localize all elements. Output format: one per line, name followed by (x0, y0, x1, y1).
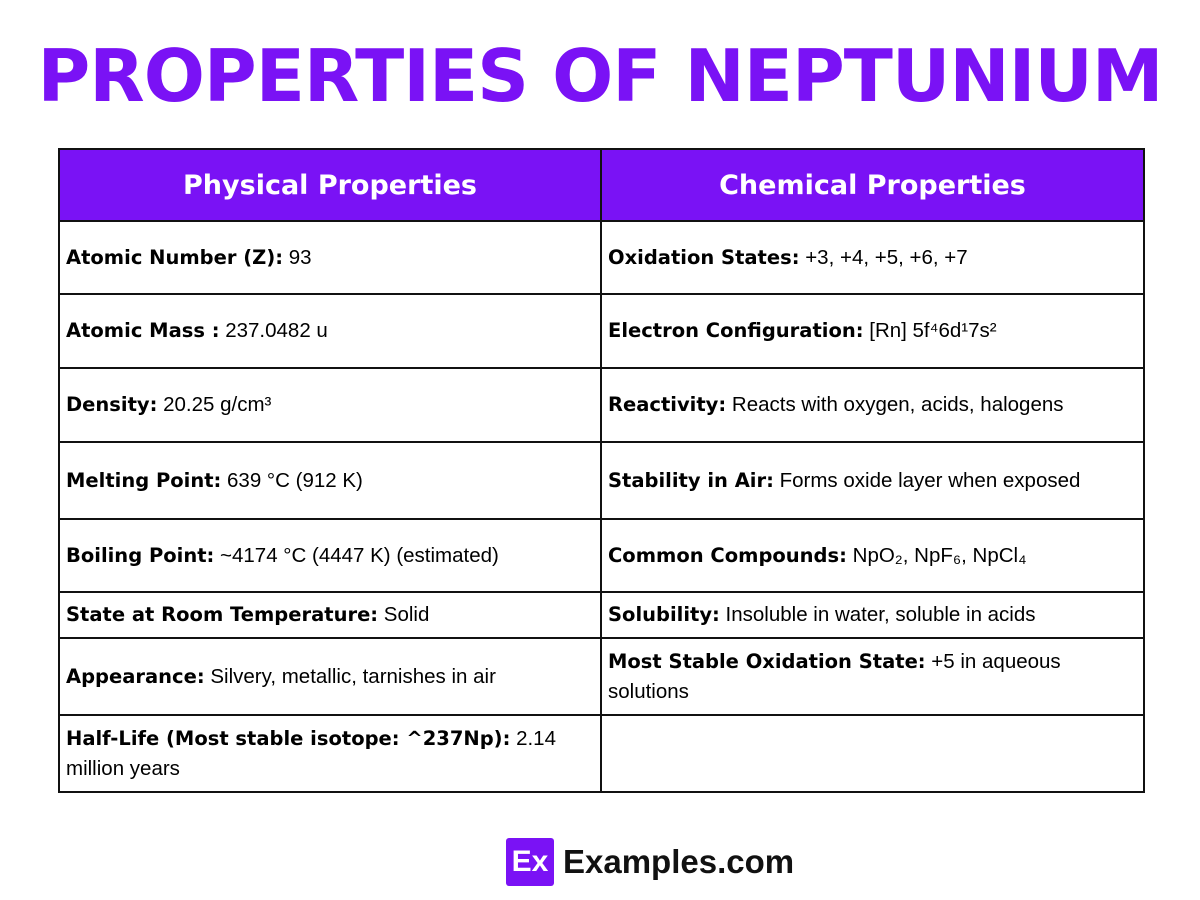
physical-cell (59, 442, 601, 519)
property-key: Most Stable Oxidation State: (608, 649, 926, 673)
physical-cell (59, 592, 601, 638)
property-key: State at Room Temperature: (66, 603, 379, 626)
brand-footer (506, 838, 794, 886)
property-value: +3, +4, +5, +6, +7 (799, 245, 968, 269)
table-row (59, 592, 1144, 638)
table-row (59, 294, 1144, 368)
property-key: Atomic Mass : (66, 319, 220, 342)
property-value: 93 (283, 245, 312, 269)
chemical-cell (601, 294, 1144, 368)
table-header-row (59, 149, 1144, 221)
property-key: Common Compounds: (608, 543, 847, 567)
table-row (59, 638, 1144, 715)
property-value: +5 in aqueous solutions (608, 649, 1061, 703)
property-key: Atomic Number (Z): (66, 245, 284, 269)
table-row (59, 442, 1144, 519)
property-value: NpO₂, NpF₆, NpCl₄ (846, 543, 1027, 567)
property-key: Appearance: (66, 664, 205, 688)
physical-cell (59, 715, 601, 792)
property-value: Silvery, metallic, tarnishes in air (204, 664, 496, 688)
property-key: Electron Configuration: (608, 319, 864, 342)
physical-cell (59, 638, 601, 715)
property-value: 639 °C (912 K) (221, 468, 363, 492)
property-key: Oxidation States: (608, 245, 800, 269)
examples-logo-icon: Ex (506, 838, 554, 886)
physical-cell (59, 221, 601, 294)
property-key: Solubility: (608, 603, 720, 626)
property-key: Reactivity: (608, 393, 727, 416)
physical-cell (59, 294, 601, 368)
property-value: 20.25 g/cm³ (157, 393, 272, 416)
table-row (59, 368, 1144, 442)
properties-table (58, 148, 1145, 793)
property-key: Boiling Point: (66, 543, 215, 567)
property-value: [Rn] 5f⁴6d¹7s² (863, 319, 997, 342)
table-row (59, 519, 1144, 592)
physical-cell (59, 368, 601, 442)
chemical-cell-empty (601, 715, 1144, 792)
header-physical-properties: Physical Properties (59, 149, 601, 221)
chemical-cell (601, 638, 1144, 715)
header-chemical-properties: Chemical Properties (601, 149, 1144, 221)
property-key: Melting Point: (66, 468, 222, 492)
page-title: PROPERTIES OF NEPTUNIUM (37, 34, 1163, 118)
property-key: Density: (66, 393, 158, 416)
property-value: Reacts with oxygen, acids, halogens (726, 393, 1064, 416)
chemical-cell (601, 519, 1144, 592)
property-value: ~4174 °C (4447 K) (estimated) (214, 543, 499, 567)
property-value: Solid (378, 603, 430, 626)
property-key: Stability in Air: (608, 468, 774, 492)
property-value: 237.0482 u (219, 319, 328, 342)
property-key: Half-Life (Most stable isotope: ^237Np): (66, 726, 511, 750)
chemical-cell (601, 592, 1144, 638)
property-value: Forms oxide layer when exposed (773, 468, 1081, 492)
table-row (59, 221, 1144, 294)
physical-cell (59, 519, 601, 592)
chemical-cell (601, 221, 1144, 294)
chemical-cell (601, 368, 1144, 442)
property-value: Insoluble in water, soluble in acids (719, 603, 1036, 626)
chemical-cell (601, 442, 1144, 519)
brand-name: Examples.com (563, 843, 795, 880)
property-value: 2.14 million years (66, 726, 556, 780)
table-row (59, 715, 1144, 792)
